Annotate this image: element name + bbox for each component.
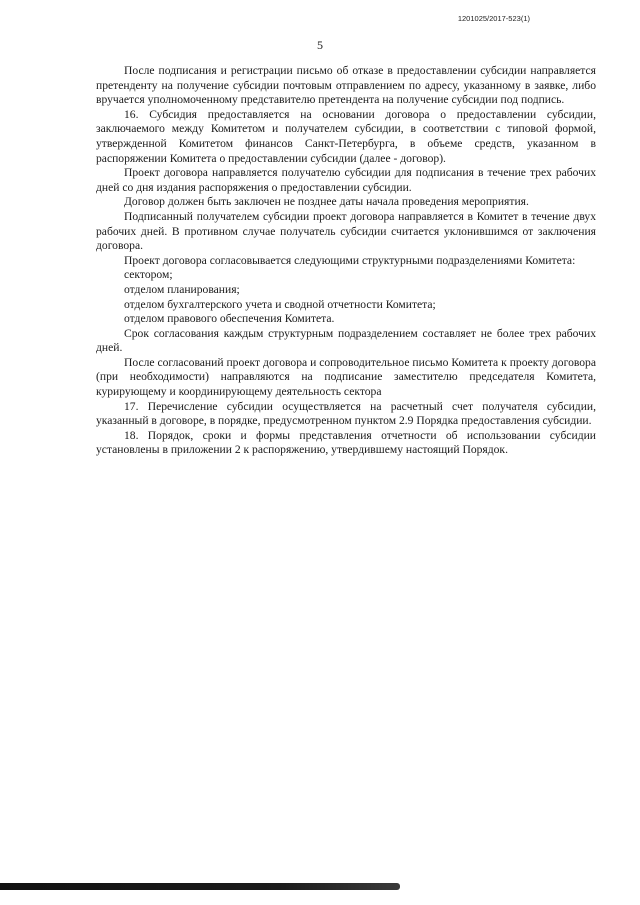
list-item-sector: сектором; bbox=[124, 268, 173, 282]
paragraph-18-reporting: 18. Порядок, сроки и формы представления отчетности об использовании субсидии установлены в приложении 2 к распоряжению, утвердившему настоящий Порядок. bbox=[96, 428, 596, 457]
paragraph-refusal-letter: После подписания и регистрации письмо об отказе в предоставлении субсидии направляется претенденту на получение субсидии почтовым отправлением по адресу, указанному в заявке, либо вручается уполномоченному представителю претендента на получение субсидии под подпись. bbox=[96, 64, 596, 107]
document-code: 1201025/2017-523(1) bbox=[457, 14, 530, 23]
document-body bbox=[96, 64, 596, 458]
paragraph-17-transfer: 17. Перечисление субсидии осуществляется на расчетный счет получателя субсидии, указанный в договоре, в порядке, предусмотренном пунктом 2.9 Порядка предоставления субсидии. bbox=[96, 399, 596, 428]
scan-edge-bar bbox=[0, 883, 400, 890]
page-number: 5 bbox=[317, 38, 323, 52]
list-item-accounting-department: отделом бухгалтерского учета и сводной отчетности Комитета; bbox=[124, 297, 436, 311]
paragraph-16-contract-basis: 16. Субсидия предоставляется на основании договора о предоставлении субсидии, заключаемого между Комитетом и получателем субсидии, в соответствии с типовой формой, утвержденной Комитетом финансов Санкт-Петербурга, в объеме средств, указанном в распоряжении Комитета о предоставлении субсидии (далее - договор). bbox=[96, 107, 596, 165]
list-item-legal-department: отделом правового обеспечения Комитета. bbox=[124, 312, 335, 326]
paragraph-contract-draft-sending: Проект договора направляется получателю субсидии для подписания в течение трех рабочих дней со дня издания распоряжения о предоставлении субсидии. bbox=[96, 166, 596, 194]
paragraph-signing-deputy: После согласований проект договора и сопроводительное письмо Комитета к проекту договора (при необходимости) направляются на подписание заместителю председателя Комитета, курирующему и координирующему деятельность сектора bbox=[96, 355, 596, 399]
paragraph-approval-term: Срок согласования каждым структурным подразделением составляет не более трех рабочих дней. bbox=[96, 326, 596, 355]
paragraph-contract-deadline: Договор должен быть заключен не позднее даты начала проведения мероприятия. bbox=[124, 195, 529, 209]
paragraph-approval-departments: Проект договора согласовывается следующими структурными подразделениями Комитета: bbox=[124, 253, 576, 267]
list-item-planning-department: отделом планирования; bbox=[124, 282, 240, 296]
paragraph-signed-draft-return: Подписанный получателем субсидии проект договора направляется в Комитет в течение двух рабочих дней. В противном случае получатель субсидии считается уклонившимся от заключения договора. bbox=[96, 209, 596, 253]
